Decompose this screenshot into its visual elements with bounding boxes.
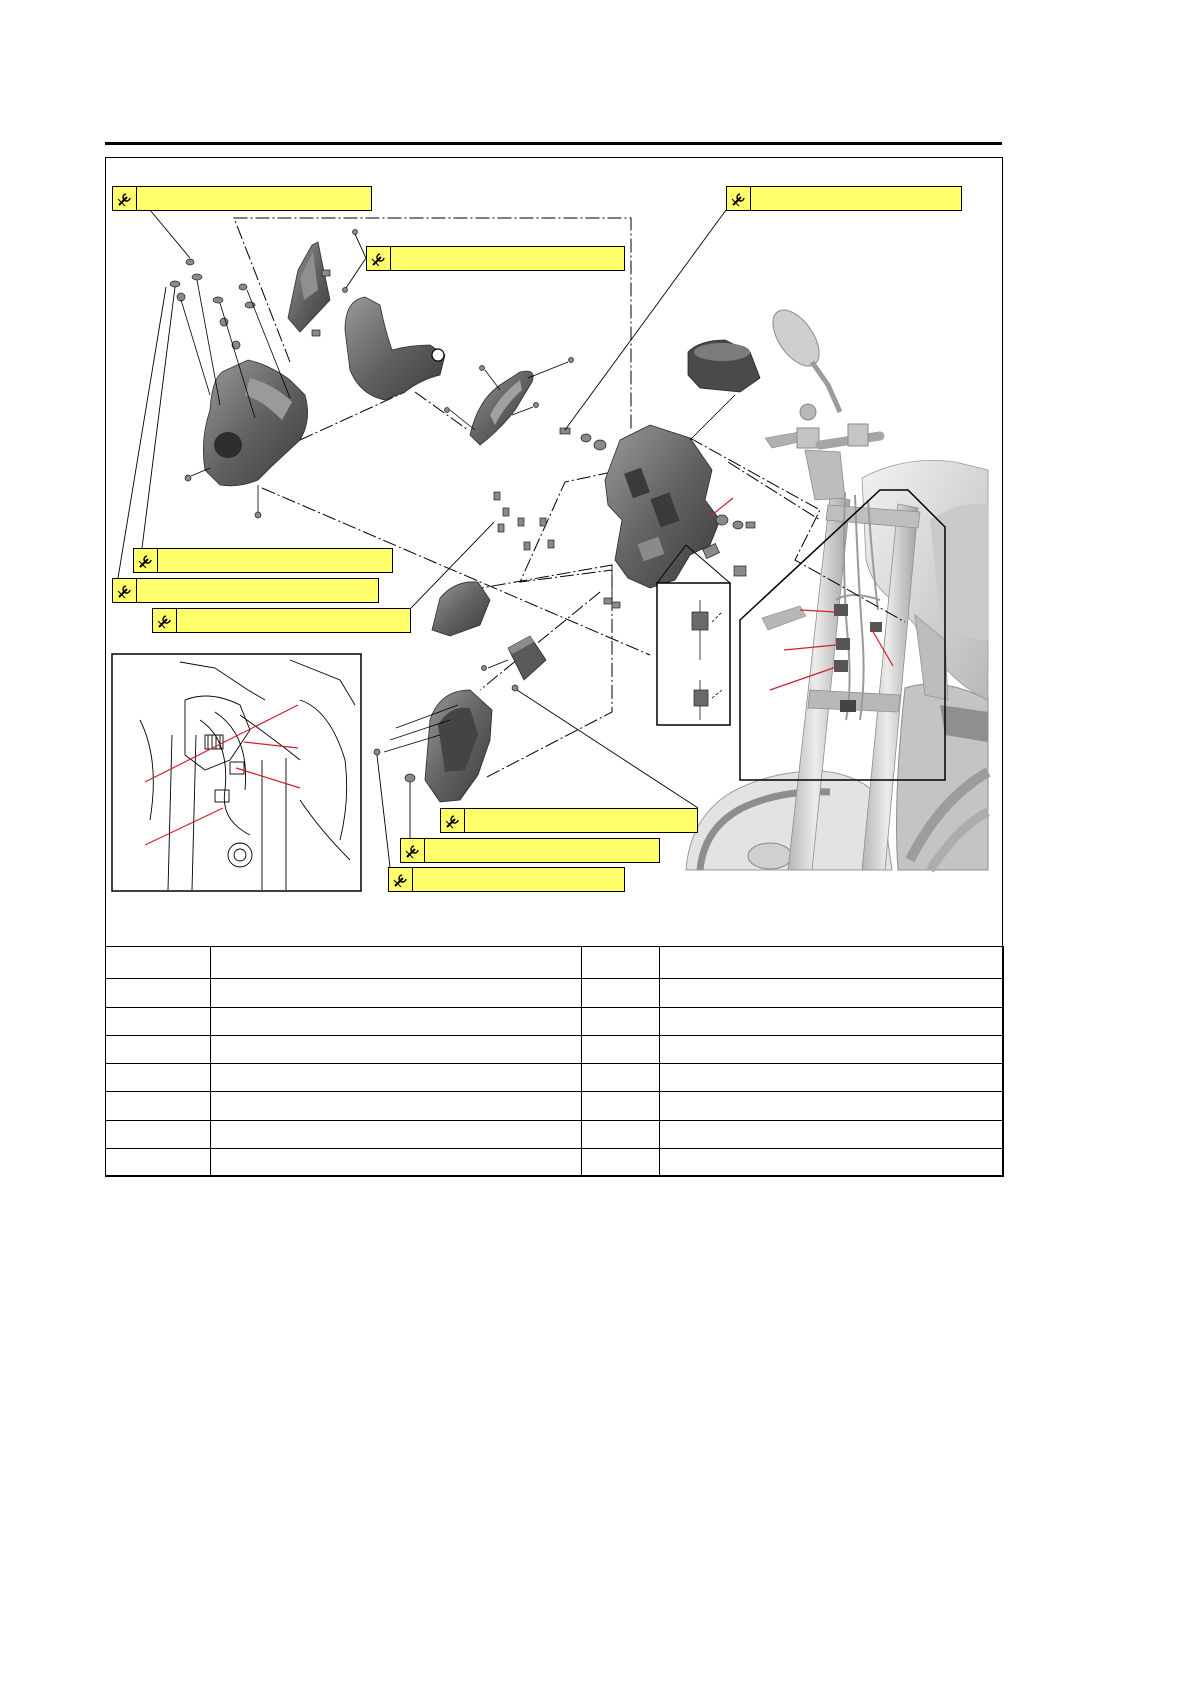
table-cell <box>106 1036 211 1064</box>
connector-1 <box>692 612 708 630</box>
headlight-bracket <box>345 297 445 400</box>
table-cell <box>660 1036 1004 1064</box>
screw <box>343 288 348 293</box>
red-leader-stay <box>712 498 733 515</box>
washer <box>213 297 223 303</box>
mirror-stem <box>812 362 840 412</box>
screw <box>534 403 539 408</box>
clip <box>322 270 330 276</box>
table-row <box>106 1092 1004 1121</box>
torque-wrench-icon <box>441 809 465 832</box>
torque-label-9 <box>388 867 625 892</box>
collar <box>733 521 743 529</box>
table-cell <box>211 1036 582 1064</box>
table-cell <box>582 1121 660 1149</box>
screw <box>498 524 504 532</box>
nut <box>239 284 247 290</box>
parts-table <box>105 946 1004 1177</box>
grommet <box>177 293 185 301</box>
torque-value <box>465 809 697 832</box>
assembly-line-headlight <box>480 592 600 690</box>
leader-line-3b <box>346 258 366 288</box>
torque-wrench-icon <box>113 187 137 210</box>
table-cell <box>582 1149 660 1176</box>
mirror <box>764 302 829 374</box>
screw <box>518 518 524 526</box>
grommet <box>716 515 728 525</box>
front-cowl <box>203 360 307 486</box>
handlebar-clamp <box>848 424 868 446</box>
bolt <box>746 522 755 528</box>
table-cell <box>582 1064 660 1092</box>
table-cell <box>211 1092 582 1121</box>
screw <box>503 508 509 516</box>
table-cell <box>660 1008 1004 1036</box>
table-cell <box>211 1121 582 1149</box>
master-cylinder <box>805 450 845 500</box>
screw <box>540 518 546 526</box>
table-cell <box>660 1092 1004 1121</box>
table-row <box>106 1008 1004 1036</box>
guide-line <box>488 660 508 668</box>
guide-line <box>485 370 500 390</box>
connector-2 <box>694 690 708 706</box>
guide-line <box>528 362 568 378</box>
screw <box>569 358 574 363</box>
table-cell <box>582 979 660 1008</box>
torque-value <box>137 579 378 602</box>
table-cell <box>660 979 1004 1008</box>
torque-wrench-icon <box>401 839 425 862</box>
table-cell <box>106 1121 211 1149</box>
table-cell <box>106 1008 211 1036</box>
screw <box>353 230 358 235</box>
torque-value <box>751 187 961 210</box>
grommet <box>594 440 606 450</box>
torque-label-6 <box>152 608 411 633</box>
leader-line-4 <box>142 287 175 548</box>
torque-wrench-icon <box>134 549 158 572</box>
bracket <box>734 566 746 576</box>
table-cell <box>211 1149 582 1176</box>
table-cell <box>660 1121 1004 1149</box>
torque-value <box>413 868 624 891</box>
table-cell <box>106 947 211 979</box>
table-row <box>106 1064 1004 1092</box>
table-cell <box>106 1064 211 1092</box>
torque-wrench-icon <box>153 609 177 632</box>
connector-detail-box <box>657 583 730 725</box>
table-row <box>106 1149 1004 1176</box>
assembly-line-screws <box>520 472 612 582</box>
screw <box>548 540 554 548</box>
assembly-line-cover <box>470 565 612 778</box>
wiring-inset <box>112 654 361 891</box>
leader-line-9 <box>377 755 390 867</box>
side-cover <box>432 582 490 636</box>
table-cell <box>106 1092 211 1121</box>
table-cell <box>660 1149 1004 1176</box>
bolt <box>374 749 380 755</box>
bolt <box>612 602 620 608</box>
table-row <box>106 947 1004 979</box>
torque-wrench-icon <box>113 579 137 602</box>
torque-wrench-icon <box>389 868 413 891</box>
nut <box>186 259 194 265</box>
lower-light <box>748 843 792 869</box>
clutch-lever <box>762 606 806 630</box>
connector-e <box>840 700 856 712</box>
table-row <box>106 1036 1004 1064</box>
screw <box>480 366 485 371</box>
table-cell <box>211 1064 582 1092</box>
torque-label-4 <box>133 548 393 573</box>
torque-value <box>391 247 624 270</box>
assembly-line-stay-photo-2 <box>728 462 820 520</box>
torque-label-7 <box>440 808 698 833</box>
torque-value <box>137 187 371 210</box>
leader-line-3a <box>355 234 366 258</box>
torque-wrench-icon <box>367 247 391 270</box>
collar <box>581 434 591 442</box>
leader-line-2 <box>565 210 726 430</box>
cowl-opening <box>214 432 242 458</box>
table-cell <box>582 1092 660 1121</box>
screw <box>524 542 530 550</box>
torque-value <box>177 609 410 632</box>
screw <box>494 492 500 500</box>
torque-label-2 <box>726 186 962 211</box>
wire-2 <box>855 495 864 720</box>
table-cell <box>660 947 1004 979</box>
bolt <box>604 598 612 604</box>
table-row <box>106 979 1004 1008</box>
leader-line-1 <box>150 210 190 258</box>
guide-line <box>181 300 210 395</box>
bolt-cowl-left <box>185 475 191 481</box>
torque-value <box>158 549 392 572</box>
connector-a <box>834 604 848 616</box>
torque-value <box>425 839 659 862</box>
meter-face <box>694 343 750 361</box>
table-cell <box>660 1064 1004 1092</box>
mirror-mount <box>800 404 816 420</box>
table-cell <box>582 947 660 979</box>
bracket-connector <box>432 349 444 361</box>
washer <box>170 281 180 287</box>
torque-label-3 <box>366 246 625 271</box>
clip <box>312 330 320 336</box>
table-cell <box>211 1008 582 1036</box>
wiring-inset-frame <box>112 654 361 891</box>
table-cell <box>106 1149 211 1176</box>
connector-c <box>834 660 848 672</box>
table-cell <box>211 979 582 1008</box>
bolt-cowl-bottom <box>255 512 261 518</box>
table-cell <box>582 1008 660 1036</box>
table-row <box>106 1121 1004 1149</box>
assembly-line-cowl-bracket <box>300 392 405 440</box>
torque-label-5 <box>112 578 379 603</box>
screw <box>445 408 450 413</box>
table-cell <box>211 947 582 979</box>
assembly-line-bracket-cover <box>415 392 468 430</box>
connector-b <box>836 638 850 650</box>
torque-label-1 <box>112 186 372 211</box>
leader-line-5 <box>118 287 166 578</box>
nut <box>405 774 415 782</box>
table-cell <box>106 979 211 1008</box>
guide-line <box>690 395 735 440</box>
washer <box>192 274 202 280</box>
table-cell <box>582 1036 660 1064</box>
bolt <box>560 428 570 434</box>
torque-label-8 <box>400 838 660 863</box>
torque-wrench-icon <box>727 187 751 210</box>
screw <box>482 666 487 671</box>
